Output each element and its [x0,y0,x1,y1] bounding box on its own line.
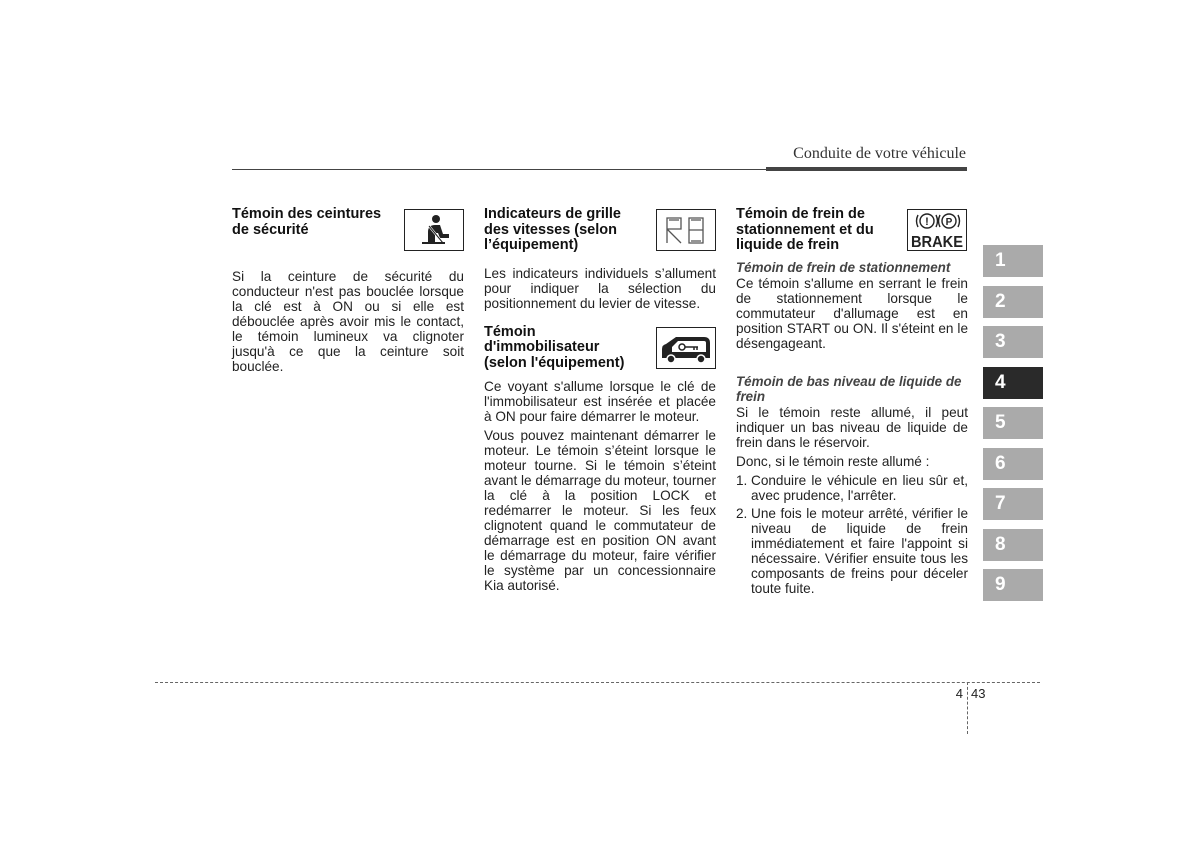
svg-text:!: ! [925,216,929,228]
chapter-tab-5[interactable]: 5 [983,407,1043,439]
chapter-tab-1[interactable]: 1 [983,245,1043,277]
chapter-tab-9[interactable]: 9 [983,569,1043,601]
chapter-number: 4 [955,686,963,701]
svg-text:P: P [945,217,953,228]
page-number: 43 [971,686,986,701]
paragraph: Si la ceinture de sécurité du conducteur n'est pas bouclée lorsque la clé est à ON ou si elle est débouclée après avoir mis le contact, le témoin lumineux va clignoter jusqu'à ce que la ceinture soit bouclée. [232,269,464,374]
chapter-tab-6[interactable]: 6 [983,448,1043,480]
chapter-tab-2[interactable]: 2 [983,286,1043,318]
chapter-tab-7[interactable]: 7 [983,488,1043,520]
subheading: Témoin de frein de stationnement [736,259,951,275]
action-list [736,473,968,596]
paragraph: Les indicateurs individuels s’allument pour indiquer la sélection du positionnement du levier de vitesse. [484,265,716,311]
subheading: Témoin de bas niveau de liquide de frein [736,373,962,404]
gear-indicator-icon [656,209,716,251]
page-header-title: Conduite de votre véhicule [793,145,966,162]
list-item: 2. Une fois le moteur arrêté, vérifier le niveau de liquide de frein immédiatement et faire l'appoint si nécessaire. Vérifier ensuite tous les composants de freins pour déceler toute fuite. [736,505,968,596]
paragraph: Ce témoin s'allume en serrant le frein de stationnement lorsque le commutateur d'allumage est en position START ou ON. Il s'éteint en le désengageant. [736,275,968,351]
column-brake [736,207,968,599]
chapter-tab-8[interactable]: 8 [983,529,1043,561]
section-heading: Indicateurs de grille des vitesses (selon l’équipement) [484,206,621,253]
footer-divider [967,682,968,734]
list-item: 1. Conduire le véhicule en lieu sûr et, avec prudence, l'arrêter. [736,472,968,503]
section-heading: Témoin des ceintures de sécurité [232,206,382,238]
paragraph: Vous pouvez maintenant démarrer le moteur. Le témoin s’éteint lorsque le moteur tourne. Si le témoin s’éteint avant le démarrage du moteur, tourner la clé à la position LOCK et redémarrer le moteur. Si les feux clignotent quand le commutateur de démarrage est en position ON avant le démarrage du moteur, faire vérifier le système par un concessionnaire Kia autorisé. [484,428,716,593]
footer-rule [155,682,1040,683]
header-rule-accent [766,167,967,171]
paragraph: Si le témoin reste allumé, il peut indiquer un bas niveau de liquide de frein dans le réservoir. [736,404,968,450]
svg-text:BRAKE: BRAKE [911,234,964,250]
chapter-tab-4[interactable]: 4 [983,367,1043,399]
section-heading: Témoin de frein de stationnement et du liquide de frein [736,206,874,253]
seatbelt-warning-icon [404,209,464,251]
paragraph: Donc, si le témoin reste allumé : [736,453,930,469]
chapter-tab-3[interactable]: 3 [983,326,1043,358]
section-heading: Témoin d'immobilisateur (selon l'équipement) [484,323,625,371]
paragraph: Ce voyant s'allume lorsque le clé de l'immobilisateur est insérée et placée à ON pour faire démarrer le moteur. [484,379,716,424]
header-rule [232,169,766,170]
brake-warning-icon [907,209,967,251]
column-gear-immobilizer [484,207,716,597]
immobilizer-icon [656,327,716,369]
